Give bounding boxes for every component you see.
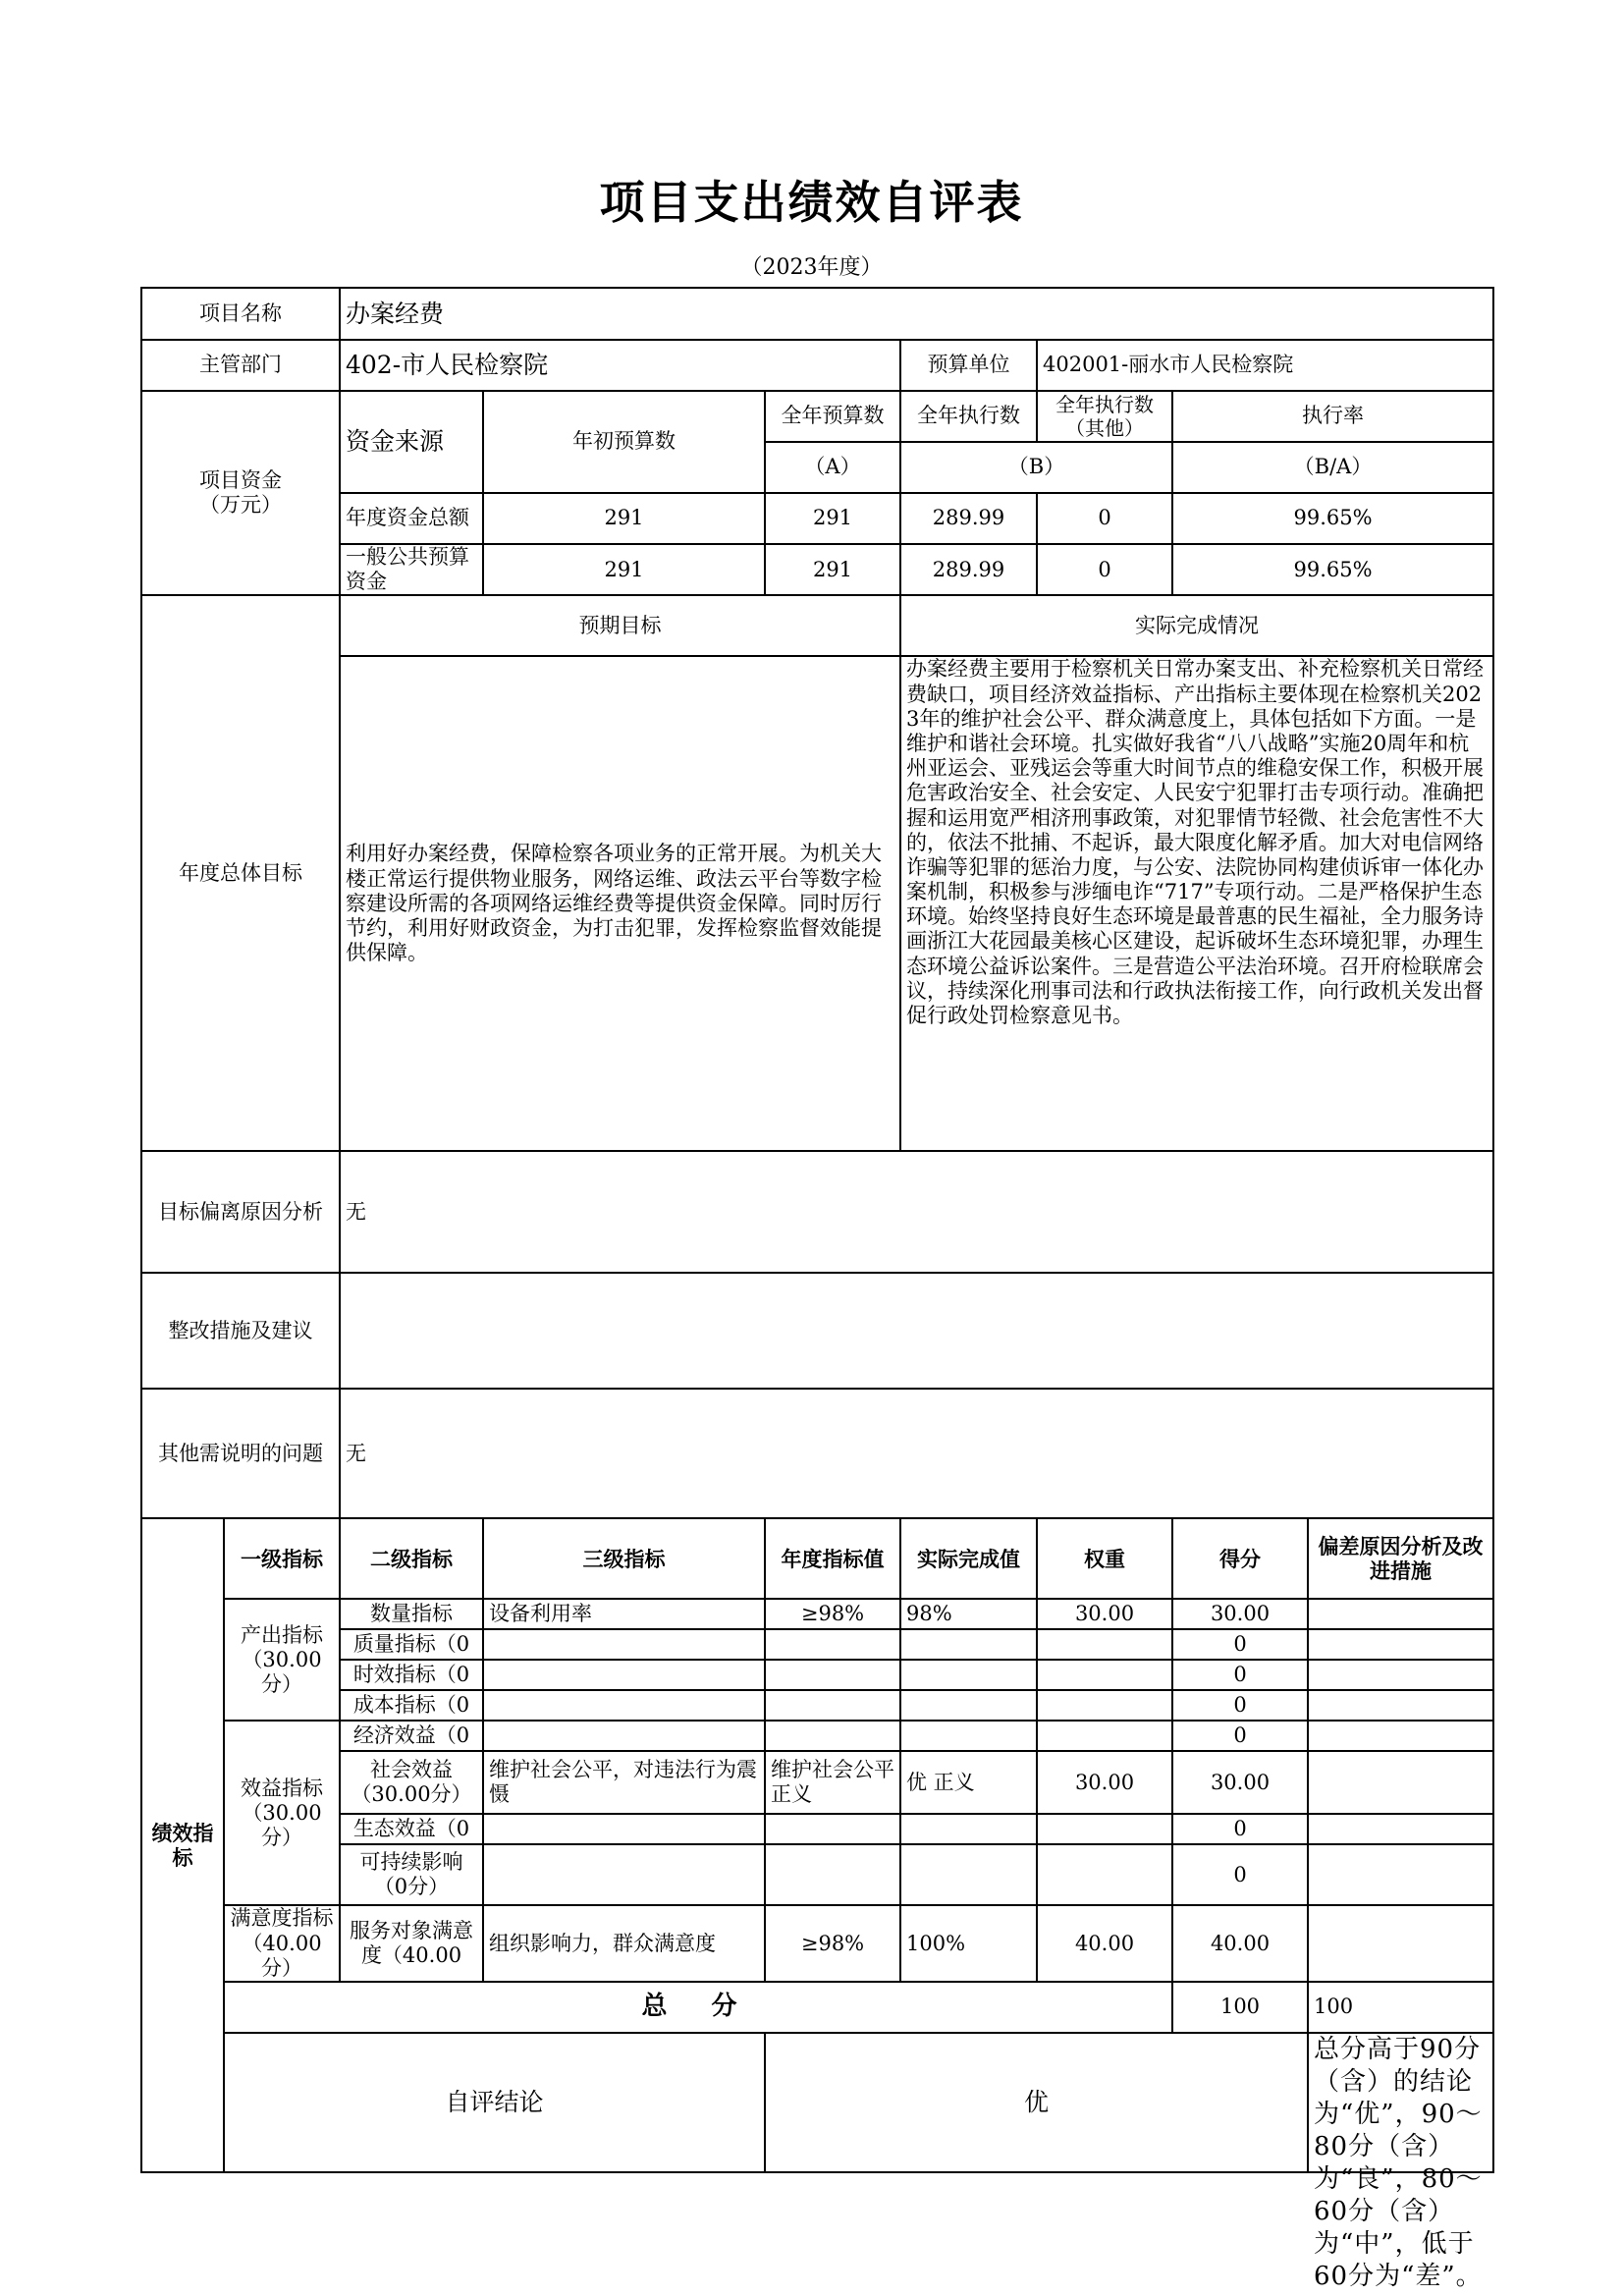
indicator-row <box>141 1660 1493 1690</box>
funds-row <box>141 493 1493 544</box>
score-cell: 30.00 <box>1172 1599 1308 1629</box>
department-value: 402-市人民检察院 <box>340 340 900 391</box>
score-cell: 0 <box>1172 1844 1308 1905</box>
analysis-cell <box>1308 1660 1493 1690</box>
expected-goal-header: 预期目标 <box>340 595 900 656</box>
target-cell <box>765 1721 900 1751</box>
level3-cell <box>483 1814 765 1844</box>
funds-initial: 291 <box>483 493 765 544</box>
funds-source: 年度资金总额 <box>340 493 483 544</box>
indicator-row <box>141 1690 1493 1721</box>
indicator-row <box>141 1814 1493 1844</box>
funds-executed-other: 0 <box>1037 493 1172 544</box>
actual-cell <box>900 1721 1037 1751</box>
funds-initial: 291 <box>483 544 765 595</box>
target-cell <box>765 1660 900 1690</box>
annual-goal-label: 年度总体目标 <box>141 595 340 1151</box>
funds-rate: 99.65% <box>1172 544 1493 595</box>
other-value: 无 <box>340 1389 1493 1518</box>
actual-cell: 100% <box>900 1905 1037 1982</box>
level2-header: 二级指标 <box>340 1518 483 1599</box>
weight-header: 权重 <box>1037 1518 1172 1599</box>
level2-cell: 成本指标（0 <box>340 1690 483 1721</box>
other-label: 其他需说明的问题 <box>141 1389 340 1518</box>
weight-cell: 30.00 <box>1037 1599 1172 1629</box>
budget-unit-value: 402001-丽水市人民检察院 <box>1037 340 1493 391</box>
indicator-row <box>141 1751 1493 1814</box>
score-cell: 40.00 <box>1172 1905 1308 1982</box>
weight-cell <box>1037 1721 1172 1751</box>
funds-executed-header: 全年执行数 <box>900 391 1037 442</box>
funds-executed-other: 0 <box>1037 544 1172 595</box>
weight-cell <box>1037 1844 1172 1905</box>
level3-cell: 维护社会公平，对违法行为震慑 <box>483 1751 765 1814</box>
weight-cell: 30.00 <box>1037 1751 1172 1814</box>
level2-cell: 质量指标（0 <box>340 1629 483 1660</box>
conclusion-note-text: 总分高于90分（含）的结论为“优”，90～80分（含）为“良”，80～60分（含）为“中”，低于60分为“差”。 <box>1314 2034 1483 2292</box>
target-cell <box>765 1844 900 1905</box>
level3-cell <box>483 1660 765 1690</box>
score-cell: 30.00 <box>1172 1751 1308 1814</box>
conclusion-label: 自评结论 <box>224 2033 765 2172</box>
target-cell <box>765 1690 900 1721</box>
level2-cell: 社会效益 （30.00分） <box>340 1751 483 1814</box>
actual-cell <box>900 1660 1037 1690</box>
level3-cell <box>483 1690 765 1721</box>
level2-cell: 经济效益（0 <box>340 1721 483 1751</box>
indicators-label: 绩效指标 <box>141 1518 224 2172</box>
indicator-row <box>141 1721 1493 1751</box>
level1-benefit: 效益指标 （30.00分） <box>224 1721 340 1905</box>
actual-cell: 98% <box>900 1599 1037 1629</box>
indicator-row <box>141 1599 1493 1629</box>
level3-cell: 组织影响力，群众满意度 <box>483 1905 765 1982</box>
funds-annual-header: 全年预算数 <box>765 391 900 442</box>
score-cell: 0 <box>1172 1814 1308 1844</box>
score-cell: 0 <box>1172 1721 1308 1751</box>
funds-label: 项目资金 （万元） <box>141 391 340 595</box>
analysis-cell <box>1308 1844 1493 1905</box>
funds-rate-header: 执行率 <box>1172 391 1493 442</box>
funds-annual: 291 <box>765 544 900 595</box>
level3-cell: 设备利用率 <box>483 1599 765 1629</box>
actual-cell <box>900 1629 1037 1660</box>
total-score: 100 <box>1308 1982 1493 2033</box>
budget-unit-label: 预算单位 <box>900 340 1037 391</box>
target-cell: ≥98% <box>765 1905 900 1982</box>
actual-completion-text: 办案经费主要用于检察机关日常办案支出、补充检察机关日常经费缺口，项目经济效益指标、产出指标主要体现在检察机关2023年的维护社会公平、群众满意度上，具体包括如下方面。一是维护和谐社会环境。扎实做好我省“八八战略”实施20周年和杭州亚运会、亚残运会等重大时间节点的维稳安保工作，积极开展危害政治安全、社会安定、人民安宁犯罪打击专项行动。准确把握和运用宽严相济刑事政策，对犯罪情节轻微、社会危害性不大的，依法不批捕、不起诉，最大限度化解矛盾。加大对电信网络诈骗等犯罪的惩治力度，与公安、法院协同构建侦诉审一体化办案机制，积极参与涉缅电诈“717”专项行动。二是严格保护生态环境。始终坚持良好生态环境是最普惠的民生福祉，全力服务诗画浙江大花园最美核心区建设，起诉破坏生态环境犯罪，办理生态环境公益诉讼案件。三是营造公平法治环境。召开府检联席会议，持续深化刑事司法和行政执法衔接工作，向行政机关发出督促行政处罚检察意见书。 <box>900 656 1493 1151</box>
weight-cell: 40.00 <box>1037 1905 1172 1982</box>
conclusion-value: 优 <box>765 2033 1308 2172</box>
funds-executed: 289.99 <box>900 493 1037 544</box>
funds-executed-other-header: 全年执行数（其他） <box>1037 391 1172 442</box>
level2-cell: 生态效益（0 <box>340 1814 483 1844</box>
level2-cell: 时效指标（0 <box>340 1660 483 1690</box>
level1-satisfaction: 满意度指标 （40.00分） <box>224 1905 340 1982</box>
analysis-cell <box>1308 1905 1493 1982</box>
deviation-value: 无 <box>340 1151 1493 1273</box>
analysis-cell <box>1308 1629 1493 1660</box>
level3-cell <box>483 1844 765 1905</box>
analysis-cell <box>1308 1721 1493 1751</box>
funds-row <box>141 544 1493 595</box>
level1-header: 一级指标 <box>224 1518 340 1599</box>
weight-cell <box>1037 1814 1172 1844</box>
weight-cell <box>1037 1690 1172 1721</box>
analysis-cell <box>1308 1814 1493 1844</box>
project-name-label: 项目名称 <box>141 288 340 340</box>
department-label: 主管部门 <box>141 340 340 391</box>
actual-cell <box>900 1814 1037 1844</box>
actual-completion-header: 实际完成情况 <box>900 595 1493 656</box>
funds-annual: 291 <box>765 493 900 544</box>
expected-goal-text: 利用好办案经费，保障检察各项业务的正常开展。为机关大楼正常运行提供物业服务，网络运维、政法云平台等数字检察建设所需的各项网络运维经费等提供资金保障。同时厉行节约，利用好财政资金，为打击犯罪，发挥检察监督效能提供保障。 <box>340 656 900 1151</box>
rectify-value <box>340 1273 1493 1389</box>
target-cell <box>765 1814 900 1844</box>
funds-initial-header: 年初预算数 <box>483 391 765 493</box>
year-label: （2023年度） <box>740 255 883 280</box>
weight-cell <box>1037 1629 1172 1660</box>
deviation-label: 目标偏离原因分析 <box>141 1151 340 1273</box>
indicator-row <box>141 1844 1493 1905</box>
analysis-cell <box>1308 1690 1493 1721</box>
analysis-cell <box>1308 1751 1493 1814</box>
total-label: 总 分 <box>224 1982 1172 2033</box>
funds-rate: 99.65% <box>1172 493 1493 544</box>
analysis-header: 偏差原因分析及改进措施 <box>1308 1518 1493 1599</box>
indicator-row <box>141 1629 1493 1660</box>
funds-executed: 289.99 <box>900 544 1037 595</box>
target-cell: 维护社会公平 正义 <box>765 1751 900 1814</box>
level3-cell <box>483 1629 765 1660</box>
conclusion-note <box>1308 2033 1493 2292</box>
self-evaluation-table <box>140 287 1494 2292</box>
funds-ba-header: （B/A） <box>1172 442 1493 493</box>
indicator-row <box>141 1905 1493 1982</box>
analysis-cell <box>1308 1599 1493 1629</box>
level2-cell: 可持续影响 （0分） <box>340 1844 483 1905</box>
actual-header: 实际完成值 <box>900 1518 1037 1599</box>
level1-output: 产出指标 （30.00分） <box>224 1599 340 1721</box>
level2-cell: 数量指标 <box>340 1599 483 1629</box>
project-name-value: 办案经费 <box>340 288 1493 340</box>
level3-header: 三级指标 <box>483 1518 765 1599</box>
funds-source: 一般公共预算资金 <box>340 544 483 595</box>
actual-cell <box>900 1690 1037 1721</box>
target-header: 年度指标值 <box>765 1518 900 1599</box>
funds-b-header: （B） <box>900 442 1172 493</box>
score-header: 得分 <box>1172 1518 1308 1599</box>
rectify-label: 整改措施及建议 <box>141 1273 340 1389</box>
total-weight: 100 <box>1172 1982 1308 2033</box>
target-cell <box>765 1629 900 1660</box>
level3-cell <box>483 1721 765 1751</box>
actual-cell <box>900 1844 1037 1905</box>
funds-a-header: （A） <box>765 442 900 493</box>
actual-cell: 优 正义 <box>900 1751 1037 1814</box>
level2-cell: 服务对象满意度（40.00 <box>340 1905 483 1982</box>
score-cell: 0 <box>1172 1629 1308 1660</box>
score-cell: 0 <box>1172 1690 1308 1721</box>
funds-source-header: 资金来源 <box>340 391 483 493</box>
target-cell: ≥98% <box>765 1599 900 1629</box>
weight-cell <box>1037 1660 1172 1690</box>
page-title: 项目支出绩效自评表 <box>599 176 1024 229</box>
score-cell: 0 <box>1172 1660 1308 1690</box>
